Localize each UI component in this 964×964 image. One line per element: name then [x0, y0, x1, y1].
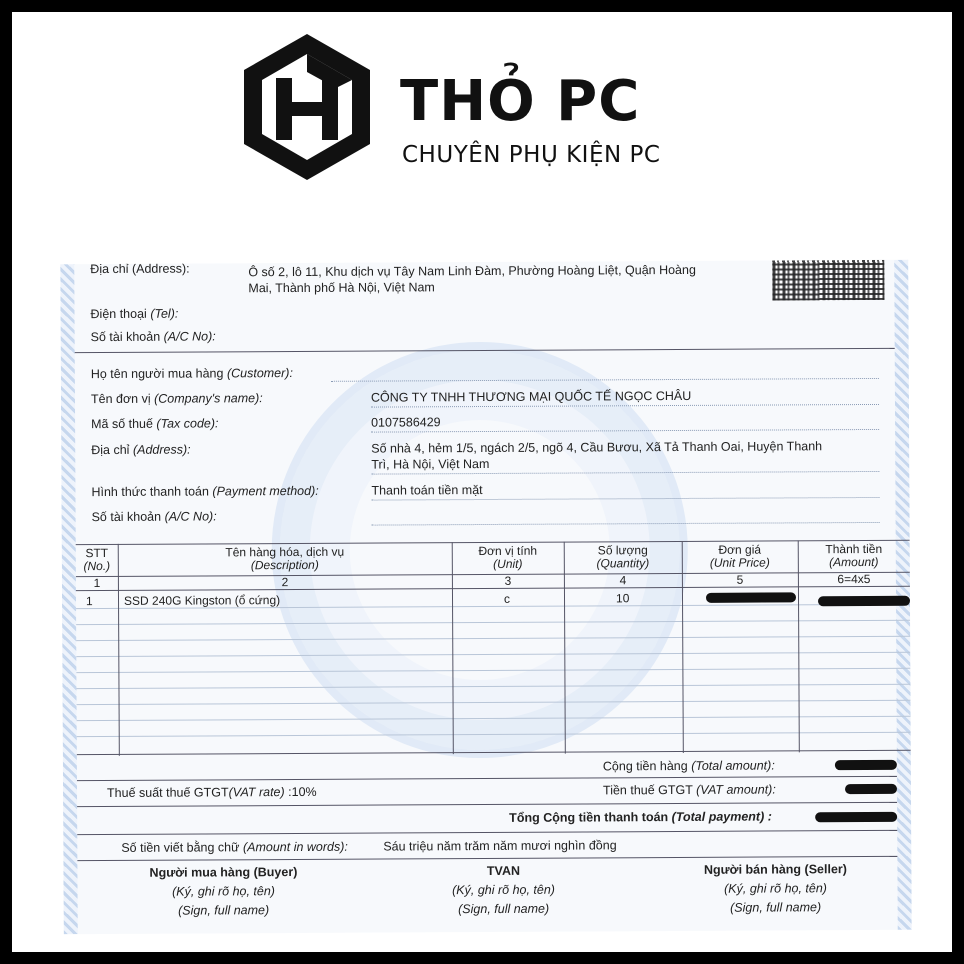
table-row-no: 1 [85, 594, 93, 609]
total-amount-label-en: (Total amount): [691, 758, 775, 773]
th-index-3: 3 [504, 573, 512, 588]
total-payment-label-en: (Total payment) : [671, 809, 772, 825]
redacted-total-amount [835, 760, 897, 770]
total-payment-label: Tổng Cộng tiền thanh toán [509, 810, 669, 825]
th-index-5: 5 [736, 572, 744, 587]
signature-seller-title: Người bán hàng (Seller) [703, 862, 847, 877]
table-row-line [77, 700, 911, 705]
signature-tvan-line2: (Sign, full name) [458, 901, 550, 917]
th-unit-price: Đơn giá (Unit Price) [709, 542, 770, 570]
buyer-account-label: Số tài khoản [91, 509, 162, 525]
total-amount-row [603, 758, 775, 773]
signature-buyer-line2: (Sign, full name) [178, 903, 270, 918]
table-row-line [76, 668, 910, 673]
table-row-line [76, 620, 910, 625]
buyer-payment-value: Thanh toán tiền mặt [371, 483, 483, 498]
vat-amount-label-en: (VAT amount): [696, 782, 776, 797]
total-payment-row [509, 810, 772, 825]
buyer-customer-label: Họ tên người mua hàng [90, 366, 224, 382]
vat-rate-row [107, 785, 317, 800]
amount-words-label: Số tiền viết bằng chữ [121, 840, 240, 855]
buyer-address-row [91, 443, 190, 458]
seller-account-label-en: (A/C No): [163, 329, 216, 344]
vat-rate-value: :10% [288, 784, 317, 800]
buyer-company-label: Tên đơn vị [90, 391, 151, 407]
brand-header [240, 32, 740, 192]
seller-address-label: Địa chỉ (Address): [90, 261, 190, 277]
divider [77, 830, 897, 835]
table-row-quantity: 10 [615, 591, 630, 606]
amount-words-value: Sáu triệu năm trăm năm mươi nghìn đồng [383, 838, 617, 854]
buyer-payment-label-en: (Payment method): [212, 483, 319, 499]
brand-name: THỎ PC [400, 69, 641, 134]
vat-rate-label-en: (VAT rate) [228, 785, 285, 800]
signature-tvan-line1: (Ký, ghi rõ họ, tên) [452, 882, 555, 898]
photo-frame [12, 12, 952, 952]
vat-rate-label: Thuế suất thuế GTGT [106, 785, 229, 800]
invoice-sheet [60, 260, 911, 934]
signature-seller-line1: (Ký, ghi rõ họ, tên) [724, 881, 827, 896]
th-index-6: 6=4x5 [837, 571, 871, 587]
buyer-account-label-en: (A/C No): [164, 509, 217, 524]
th-no: STT (No.) [83, 545, 111, 574]
th-index-4: 4 [619, 573, 627, 588]
buyer-company-label-en: (Company's name): [154, 391, 263, 406]
th-amount: Thành tiền (Amount) [825, 541, 883, 570]
buyer-company-row [91, 391, 263, 406]
table-row-unit: c [503, 591, 511, 606]
signature-seller-line2: (Sign, full name) [730, 900, 822, 915]
amount-words-label-en: (Amount in words): [242, 839, 348, 855]
table-row-line [76, 636, 910, 641]
buyer-customer-row [91, 366, 293, 381]
redacted-amount [818, 596, 910, 606]
vat-amount-label: Tiền thuế GTGT [602, 782, 693, 798]
buyer-company-value: CÔNG TY TNHH THƯƠNG MẠI QUỐC TẾ NGỌC CHÂU [370, 388, 692, 405]
th-index-2: 2 [281, 575, 289, 590]
th-description: Tên hàng hóa, dịch vụ (Description) [225, 544, 345, 573]
seller-address-line1: Ô số 2, lô 11, Khu dịch vụ Tây Nam Linh Đàm, Phường Hoàng Liệt, Quận Hoàng [248, 262, 696, 280]
divider [77, 802, 897, 807]
seller-address-line2: Mai, Thành phố Hà Nội, Việt Nam [248, 280, 435, 296]
seller-account-row [91, 329, 216, 344]
total-amount-label: Cộng tiền hàng [602, 758, 688, 774]
redacted-total-payment [815, 812, 897, 822]
divider [77, 776, 897, 781]
redacted-vat-amount [845, 784, 897, 794]
table-row-line [77, 732, 911, 737]
buyer-tax-label-en: (Tax code): [156, 416, 219, 431]
items-table [76, 540, 911, 756]
table-row-line [77, 716, 911, 721]
table-row-line [76, 652, 910, 657]
vat-amount-row [603, 782, 776, 797]
th-unit: Đơn vị tính (Unit) [478, 543, 538, 571]
table-row-description: SSD 240G Kingston (ổ cứng) [123, 593, 281, 608]
signature-buyer-line1: (Ký, ghi rõ họ, tên) [172, 884, 275, 899]
seller-phone-label-en: (Tel): [150, 306, 179, 321]
buyer-tax-value: 0107586429 [371, 415, 441, 430]
signature-buyer-title: Người mua hàng (Buyer) [149, 864, 298, 880]
table-row-line [76, 684, 910, 689]
signature-seller [675, 860, 875, 918]
buyer-address-label-en: (Address): [132, 442, 191, 457]
seller-phone-row [90, 307, 178, 321]
buyer-address-line2: Trì, Hà Nội, Việt Nam [371, 456, 490, 472]
buyer-customer-label-en: (Customer): [226, 366, 293, 381]
buyer-payment-label: Hình thức thanh toán [91, 484, 209, 500]
seller-account-label: Số tài khoản [90, 329, 161, 345]
redacted-unit-price [706, 592, 796, 602]
buyer-tax-row [91, 416, 218, 431]
buyer-tax-label: Mã số thuế [91, 416, 153, 432]
brand-tagline: CHUYÊN PHỤ KIỆN PC [402, 142, 661, 168]
buyer-account-row [92, 509, 217, 524]
signature-buyer [123, 863, 323, 921]
buyer-address-label: Địa chỉ [91, 442, 130, 458]
buyer-payment-row [91, 484, 318, 499]
signature-tvan [403, 861, 603, 919]
th-quantity: Số lượng (Quantity) [596, 543, 650, 571]
brand-logo-icon [240, 32, 374, 182]
seller-phone-label: Điện thoại [90, 306, 147, 322]
amount-words-row [121, 840, 348, 855]
qr-code-icon [772, 260, 884, 301]
th-index-1: 1 [93, 576, 101, 591]
buyer-address-line1: Số nhà 4, hẻm 1/5, ngách 2/5, ngõ 4, Cầu Bươu, Xã Tả Thanh Oai, Huyện Thanh [371, 439, 823, 456]
signature-tvan-title: TVAN [486, 863, 521, 878]
